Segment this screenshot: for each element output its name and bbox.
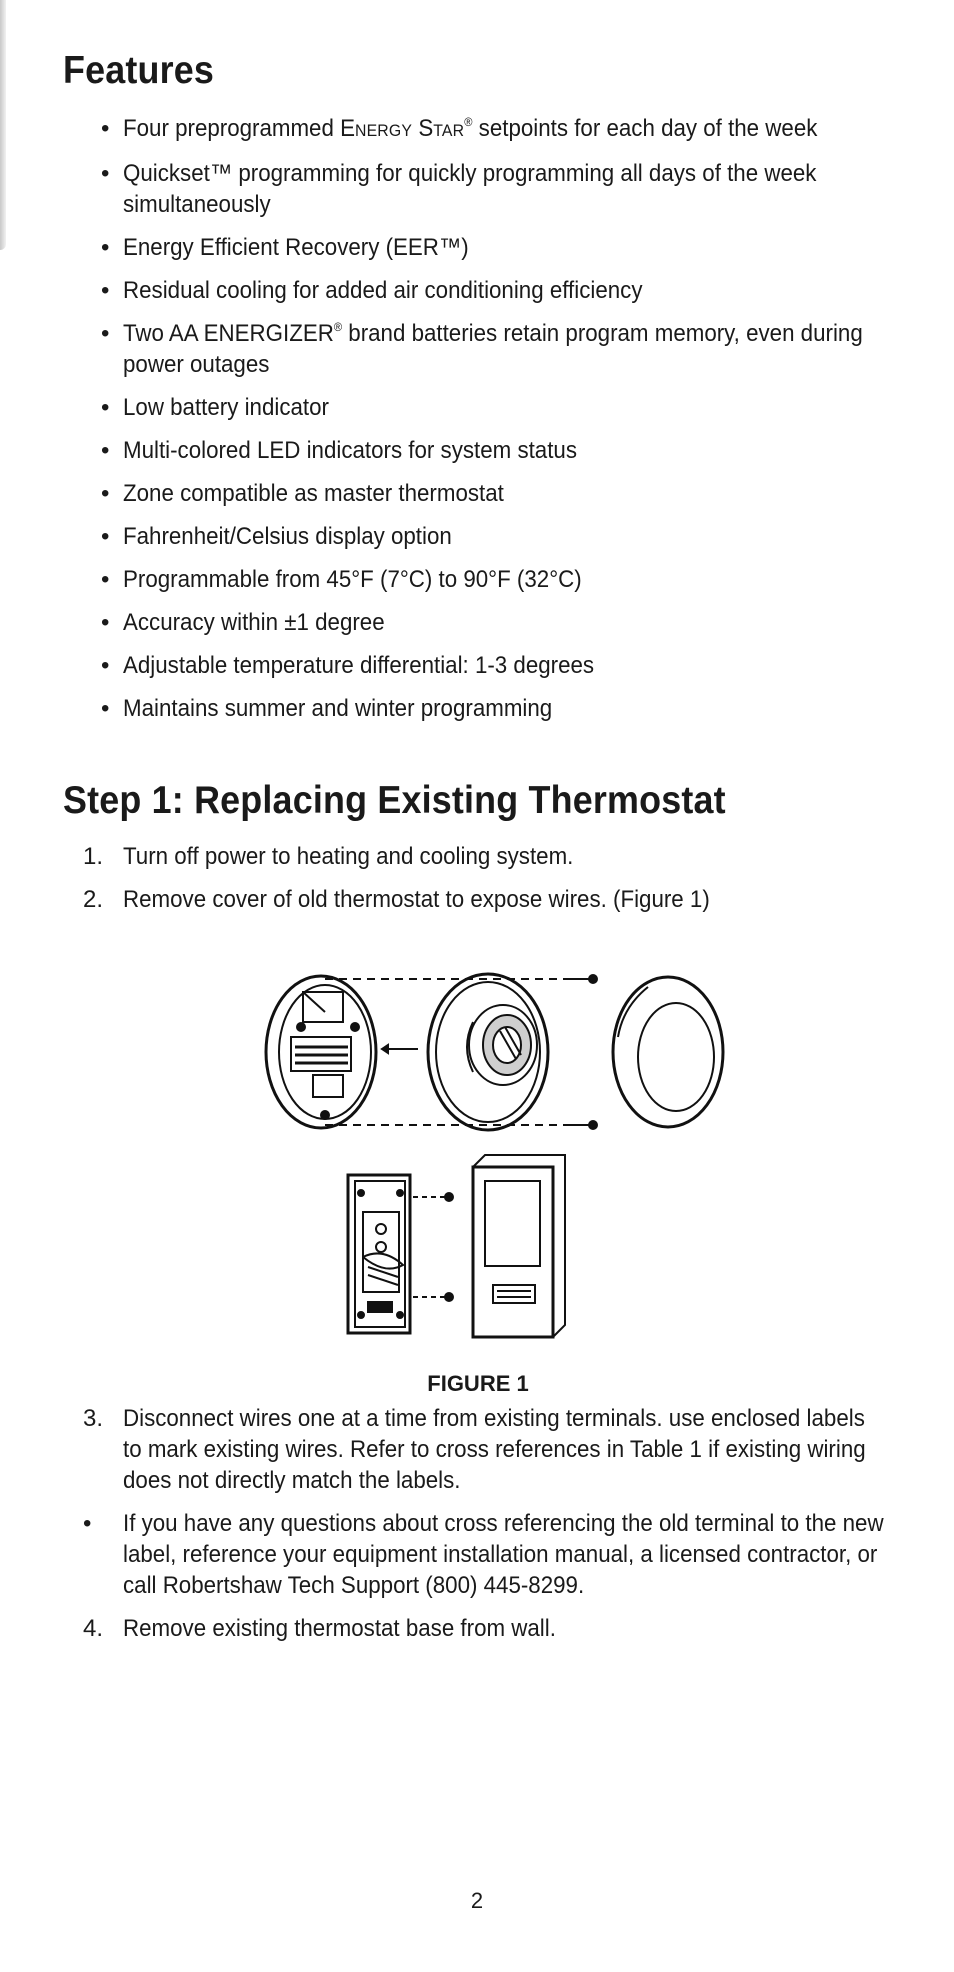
features-list [63, 113, 893, 724]
step-item: 2. Remove cover of old thermostat to expose wires. (Figure 1) [83, 885, 710, 913]
bullet-icon: • [101, 608, 110, 636]
step-item: 1. Turn off power to heating and cooling system. [83, 842, 574, 870]
feature-item: • Energy Efficient Recovery (EER™) [101, 233, 469, 261]
step-number: 4. [83, 1614, 104, 1642]
thermostat-exploded-diagram [63, 967, 893, 1367]
figure-caption: FIGURE 1 [427, 1370, 529, 1396]
step-number: 1. [83, 842, 104, 870]
bullet-icon: • [101, 522, 110, 550]
bullet-icon: • [101, 114, 110, 142]
step1-list-a [63, 841, 893, 915]
feature-item: • Low battery indicator [101, 393, 329, 421]
page-number: 2 [470, 1888, 484, 1913]
step-item: 3. Disconnect wires one at a time from existing terminals. use enclosed labels to mark existing wires. Refer to cross references in Table 1 if existing wiring does not directly match the labels. [83, 1404, 866, 1494]
feature-item: • Zone compatible as master thermostat [101, 479, 504, 507]
feature-item: • Fahrenheit/Celsius display option [101, 522, 452, 550]
bullet-icon: • [83, 1509, 92, 1537]
step-item: 4. Remove existing thermostat base from wall. [83, 1614, 556, 1642]
bullet-icon: • [101, 565, 110, 593]
step-number: 2. [83, 885, 104, 913]
page-edge-tab [0, 0, 6, 250]
feature-item: • Quickset™ programming for quickly programming all days of the week simultaneously [101, 159, 817, 218]
feature-item: • Accuracy within ±1 degree [101, 608, 385, 636]
bullet-icon: • [101, 694, 110, 722]
document-page [63, 50, 893, 1656]
step-number: 3. [83, 1404, 104, 1432]
feature-item: • Programmable from 45°F (7°C) to 90°F (32°C) [101, 565, 582, 593]
bullet-icon: • [101, 319, 110, 347]
feature-item: • Maintains summer and winter programming [101, 694, 553, 722]
step-note: • If you have any questions about cross referencing the old terminal to the new label, reference your equipment installation manual, a licensed contractor, or call Robertshaw Tech Support (800) 445-8299. [83, 1509, 884, 1599]
feature-item: • Two AA ENERGIZER® brand batteries retain program memory, even during power outages [101, 319, 863, 378]
bullet-icon: • [101, 436, 110, 464]
bullet-icon: • [101, 233, 110, 261]
bullet-icon: • [101, 651, 110, 679]
step1-heading: Step 1: Replacing Existing Thermostat [63, 778, 726, 822]
bullet-icon: • [101, 479, 110, 507]
bullet-icon: • [101, 393, 110, 421]
feature-item: • Four preprogrammed ENERGY STAR® setpoints for each day of the week [101, 114, 818, 142]
features-heading: Features [63, 49, 215, 92]
step1-list-b [63, 1403, 893, 1644]
feature-item: • Multi-colored LED indicators for system status [101, 436, 577, 464]
figure-1-illustration [63, 967, 893, 1367]
feature-item: • Residual cooling for added air conditioning efficiency [101, 276, 643, 304]
bullet-icon: • [101, 159, 110, 187]
feature-item: • Adjustable temperature differential: 1-3 degrees [101, 651, 595, 679]
bullet-icon: • [101, 276, 110, 304]
